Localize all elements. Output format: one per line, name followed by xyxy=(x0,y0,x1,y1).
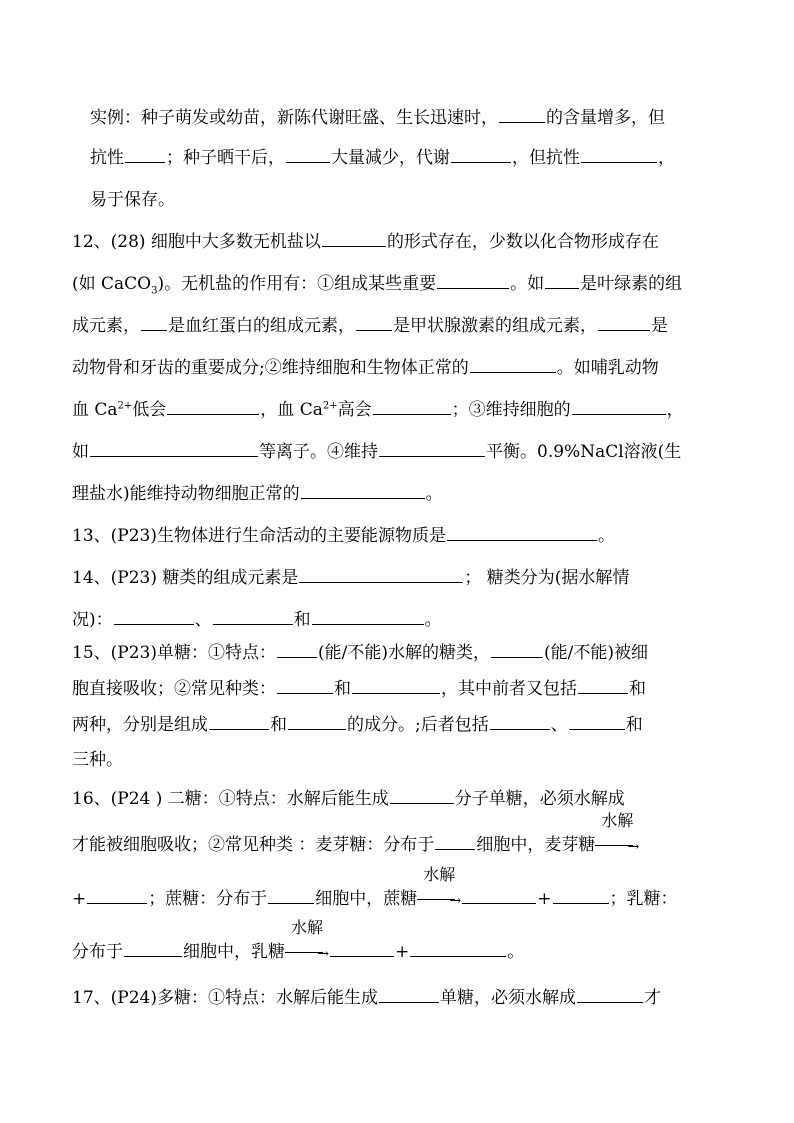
text: 、 xyxy=(194,610,212,630)
fill-blank[interactable] xyxy=(330,939,394,957)
text: 是血红蛋白的组成元素， xyxy=(168,316,355,336)
text: ，其中前者又包括 xyxy=(441,679,577,699)
text: 12、(28) 细胞中大多数无机盐以 xyxy=(72,232,321,252)
fill-blank[interactable] xyxy=(125,145,165,163)
p15-line4 xyxy=(72,748,123,772)
fill-blank[interactable] xyxy=(277,640,317,658)
text: 单糖，必须水解成 xyxy=(439,988,576,1008)
text: (如 CaCO xyxy=(72,274,152,294)
text: 成元素， xyxy=(72,316,140,336)
text: 分子单糖，必须水解成 xyxy=(454,789,625,809)
fill-blank[interactable] xyxy=(277,676,333,694)
text: ，血 Ca xyxy=(260,400,323,420)
text: 。 xyxy=(424,610,442,630)
text: ；乳糖： xyxy=(609,889,678,909)
fill-blank[interactable] xyxy=(209,712,269,730)
p14-line2 xyxy=(72,607,442,632)
text: 理盐水)能维持动物细胞正常的 xyxy=(72,484,300,504)
text: 细胞中，麦芽糖 xyxy=(476,835,596,855)
text: 和 xyxy=(293,610,311,630)
fill-blank[interactable] xyxy=(462,886,536,904)
fill-blank[interactable] xyxy=(322,229,386,247)
text: 才能被细胞吸收；②常见种类 ：麦芽糖：分布于 xyxy=(72,835,435,855)
text: 实例：种子萌发或幼苗，新陈代谢旺盛、生长迅速时， xyxy=(90,108,498,128)
p11-line3 xyxy=(90,188,175,212)
text: 14、(P23) 糖类的组成元素是 xyxy=(72,568,299,588)
fill-blank[interactable] xyxy=(545,271,579,289)
text: 两种，分别是组成 xyxy=(72,715,208,735)
text: 抗性 xyxy=(90,148,124,168)
text: 和 xyxy=(629,679,646,699)
p15-line3 xyxy=(72,712,643,737)
text: 血 Ca xyxy=(72,400,118,420)
p12-line7 xyxy=(72,481,443,506)
fill-blank[interactable] xyxy=(373,397,451,415)
fill-blank[interactable] xyxy=(447,523,597,541)
p12-line4 xyxy=(72,355,659,380)
text: 。 xyxy=(425,484,443,504)
subscript: 3 xyxy=(151,285,158,297)
arrow-label: 水解 xyxy=(291,918,324,937)
text: ；种子晒干后， xyxy=(166,148,285,168)
text: 16、(P24 ) 二糖：①特点：水解后能生成 xyxy=(72,789,389,809)
p15-line2 xyxy=(72,676,646,701)
text: 易于保存。 xyxy=(90,190,175,210)
text: 等离子。④维持 xyxy=(259,442,378,462)
fill-blank[interactable] xyxy=(356,313,392,331)
p16-line1 xyxy=(72,786,625,811)
text: 低会 xyxy=(132,400,167,420)
text: 。 xyxy=(507,942,525,962)
hydrolysis-arrow: 水解 → xyxy=(285,937,329,957)
p11-line1 xyxy=(90,105,665,130)
p14-line1 xyxy=(72,565,629,590)
fill-blank[interactable] xyxy=(499,105,545,123)
p11-line2 xyxy=(90,145,675,170)
fill-blank[interactable] xyxy=(312,607,424,625)
arrow-label: 水解 xyxy=(423,865,456,884)
p12-line2 xyxy=(72,271,682,296)
text: 大量减少，代谢 xyxy=(331,148,450,168)
p15-line1 xyxy=(72,640,648,665)
text: (能/不能)被细 xyxy=(543,643,648,663)
text: 细胞中，乳糖 xyxy=(183,942,285,962)
fill-blank[interactable] xyxy=(299,565,463,583)
fill-blank[interactable] xyxy=(87,886,147,904)
text: 细胞中，蔗糖 xyxy=(315,889,418,909)
text: 和 xyxy=(625,715,643,735)
fill-blank[interactable] xyxy=(379,985,439,1003)
text: 的成分。;后者包括 xyxy=(347,715,489,735)
text: 的形式存在，少数以化合物形成存在 xyxy=(386,232,659,252)
text: 。 xyxy=(597,526,615,546)
text: 。如哺乳动物 xyxy=(556,358,659,378)
fill-blank[interactable] xyxy=(490,712,550,730)
p16-line2 xyxy=(72,811,640,857)
text: 况)： xyxy=(72,610,113,630)
fill-blank[interactable] xyxy=(114,607,194,625)
fill-blank[interactable] xyxy=(470,355,556,373)
p12-line5 xyxy=(72,397,684,422)
p16-line3 xyxy=(72,865,678,911)
superscript: 2+ xyxy=(117,400,133,412)
text: 13、(P23)生物体进行生命活动的主要能源物质是 xyxy=(72,526,446,546)
fill-blank[interactable] xyxy=(581,145,657,163)
fill-blank[interactable] xyxy=(553,886,609,904)
p12-line1 xyxy=(72,229,659,254)
fill-blank[interactable] xyxy=(578,676,628,694)
text: 高会 xyxy=(337,400,372,420)
hydrolysis-arrow: 水解 → xyxy=(417,884,461,904)
fill-blank[interactable] xyxy=(213,607,293,625)
text: 是 xyxy=(651,316,668,336)
fill-blank[interactable] xyxy=(410,939,506,957)
fill-blank[interactable] xyxy=(390,786,454,804)
fill-blank[interactable] xyxy=(572,397,666,415)
hydrolysis-arrow: 水解 → xyxy=(595,830,639,850)
arrow-label: 水解 xyxy=(601,811,634,830)
text: + xyxy=(537,889,552,909)
text: 、 xyxy=(550,715,568,735)
p12-line6 xyxy=(72,439,681,464)
fill-blank[interactable] xyxy=(141,313,167,331)
text: 和 xyxy=(270,715,287,735)
text: ；蔗糖：分布于 xyxy=(148,889,268,909)
text: 17、(P24)多糖：①特点：水解后能生成 xyxy=(72,988,378,1008)
text: 。如 xyxy=(510,274,545,294)
text: )。无机盐的作用有：①组成某些重要 xyxy=(157,274,437,294)
fill-blank[interactable] xyxy=(286,145,330,163)
fill-blank[interactable] xyxy=(451,145,511,163)
fill-blank[interactable] xyxy=(491,640,543,658)
text: 平衡。0.9%NaCl溶液(生 xyxy=(486,442,682,462)
text: 胞直接吸收；②常见种类： xyxy=(72,679,276,699)
text: 三种。 xyxy=(72,750,123,770)
text: 的含量增多，但 xyxy=(546,108,665,128)
text: 和 xyxy=(334,679,351,699)
fill-blank[interactable] xyxy=(124,939,182,957)
superscript: 2+ xyxy=(322,400,338,412)
text: 是甲状腺激素的组成元素， xyxy=(393,316,597,336)
text: ； 糖类分为(据水解情 xyxy=(464,568,630,588)
fill-blank[interactable] xyxy=(167,397,259,415)
text: 才 xyxy=(643,988,661,1008)
fill-blank[interactable] xyxy=(577,985,643,1003)
fill-blank[interactable] xyxy=(379,439,485,457)
text: ， xyxy=(666,400,684,420)
p17-line1 xyxy=(72,985,661,1010)
text: + xyxy=(72,889,87,909)
p16-line4 xyxy=(72,918,525,964)
text: ；③维持细胞的 xyxy=(451,400,571,420)
text: ， xyxy=(658,148,675,168)
text: 是叶绿素的组 xyxy=(580,274,683,294)
fill-blank[interactable] xyxy=(90,439,258,457)
p13-line1 xyxy=(72,523,615,548)
fill-blank[interactable] xyxy=(569,712,625,730)
fill-blank[interactable] xyxy=(288,712,346,730)
text: 15、(P23)单糖：①特点： xyxy=(72,643,276,663)
fill-blank[interactable] xyxy=(268,886,314,904)
text: + xyxy=(395,942,410,962)
text: 动物骨和牙齿的重要成分;②维持细胞和生物体正常的 xyxy=(72,358,469,378)
fill-blank[interactable] xyxy=(598,313,650,331)
fill-blank[interactable] xyxy=(301,481,425,499)
fill-blank[interactable] xyxy=(435,832,475,850)
fill-blank[interactable] xyxy=(437,271,509,289)
fill-blank[interactable] xyxy=(352,676,440,694)
p12-line3 xyxy=(72,313,668,338)
text: 如 xyxy=(72,442,89,462)
text: ，但抗性 xyxy=(512,148,580,168)
text: 分布于 xyxy=(72,942,123,962)
text: (能/不能)水解的糖类， xyxy=(317,643,490,663)
